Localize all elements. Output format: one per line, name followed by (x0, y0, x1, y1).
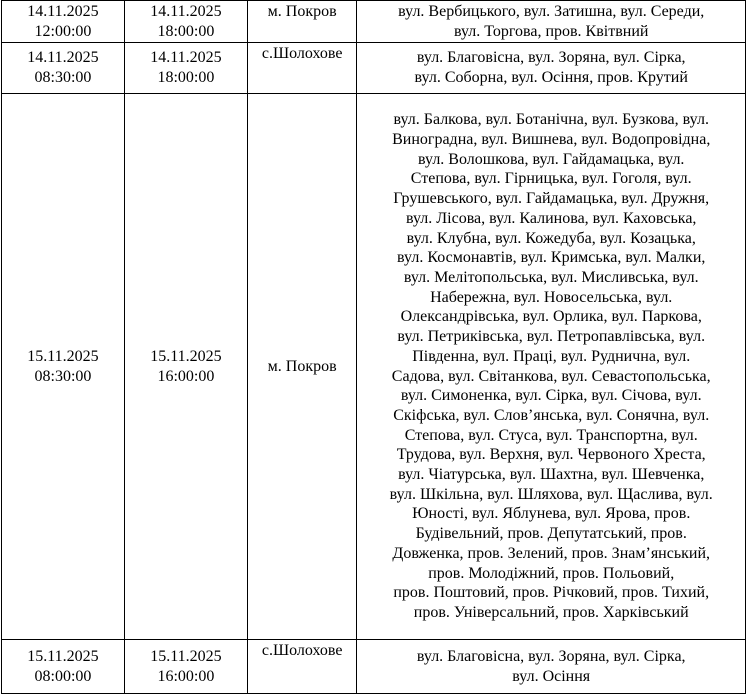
end-time: 18:00:00 (157, 22, 215, 40)
location-name: с.Шолохове (261, 642, 343, 659)
streets-line: вул. Мелітопольська, вул. Мисливська, вул. (403, 268, 699, 286)
start-time: 08:30:00 (34, 367, 92, 385)
end-datetime-cell (124, 43, 247, 94)
location-cell (247, 640, 357, 694)
end-datetime-cell (124, 94, 247, 640)
streets-line: Виноградна, вул. Вишнева, вул. Водопровідна, (392, 131, 711, 149)
start-time: 08:30:00 (34, 69, 92, 86)
streets-line: Будівельний, пров. Депутатський, пров. (415, 525, 687, 543)
start-time: 12:00:00 (34, 22, 92, 40)
streets-line: вул. Клубна, вул. Кожедуба, вул. Козацька, (406, 229, 696, 247)
start-datetime-cell (2, 94, 125, 640)
start-date: 14.11.2025 (27, 2, 99, 20)
streets-line: вул. Балкова, вул. Ботанічна, вул. Бузкова, вул. (393, 111, 709, 129)
streets-line: Скіфська, вул. Слов’янська, вул. Сонячна, вул. (393, 406, 710, 424)
table-row (2, 94, 746, 640)
end-time: 16:00:00 (157, 667, 215, 685)
streets-cell (357, 94, 746, 640)
streets-line: Юності, вул. Яблунева, вул. Ярова, пров. (412, 505, 691, 523)
start-datetime-cell (2, 640, 125, 694)
streets-line: вул. Осіння (512, 667, 591, 685)
location-name: с.Шолохове (261, 45, 343, 62)
start-datetime-cell (2, 1, 125, 43)
end-datetime-cell (124, 640, 247, 694)
streets-line: Південна, вул. Праці, вул. Руднична, вул. (412, 347, 691, 365)
streets-line: Трудова, вул. Верхня, вул. Червоного Хреста, (396, 446, 706, 464)
schedule-body (2, 1, 746, 694)
streets-cell (357, 1, 746, 43)
location-cell (247, 1, 357, 43)
streets-line: вул. Торгова, пров. Квітвний (453, 22, 649, 40)
streets-line: вул. Волошкова, вул. Гайдамацька, вул. (418, 150, 685, 168)
streets-line: Набережна, вул. Новосельська, вул. (430, 288, 673, 306)
streets-line: вул. Соборна, вул. Осіння, пров. Крутий (414, 69, 688, 86)
streets-line: пров. Поштовий, пров. Річковий, пров. Тихий, (393, 584, 710, 602)
end-date: 14.11.2025 (150, 2, 222, 20)
table-row (2, 1, 746, 43)
streets-line: пров. Молодіжний, пров. Польовий, (428, 564, 675, 582)
start-time: 08:00:00 (34, 667, 92, 685)
start-datetime-cell (2, 43, 125, 94)
streets-line: Довженка, пров. Зелений, пров. Знам’янський, (392, 544, 711, 562)
start-date: 15.11.2025 (27, 347, 99, 365)
streets-line: вул. Благовісна, вул. Зоряна, вул. Сірка, (416, 647, 686, 665)
end-time: 16:00:00 (157, 367, 215, 385)
streets-line: вул. Чіатурська, вул. Шахтна, вул. Шевченка, (398, 466, 705, 484)
table-row (2, 43, 746, 94)
end-date: 15.11.2025 (150, 647, 222, 665)
streets-line: Садова, вул. Світанкова, вул. Севастопольська, (391, 367, 711, 385)
end-date: 15.11.2025 (150, 347, 222, 365)
streets-line: вул. Вербицького, вул. Затишна, вул. Середи, (398, 2, 705, 20)
streets-line: вул. Благовісна, вул. Зоряна, вул. Сірка, (416, 49, 686, 67)
start-date: 14.11.2025 (27, 49, 99, 67)
streets-line: Степова, вул. Гірницька, вул. Гоголя, вул. (410, 170, 692, 188)
table-row (2, 640, 746, 694)
location-cell (247, 43, 357, 94)
streets-line: вул. Петриківська, вул. Петропавлівська, вул. (397, 328, 706, 346)
streets-cell (357, 43, 746, 94)
streets-line: Грушевського, вул. Гайдамацька, вул. Дружня, (393, 190, 710, 208)
streets-line: вул. Шкільна, вул. Шляхова, вул. Щаслива, вул. (389, 485, 713, 503)
streets-line: вул. Космонавтів, вул. Кримська, вул. Малки, (397, 249, 706, 267)
streets-line: Олександрівська, вул. Орлика, вул. Паркова, (400, 308, 702, 326)
location-cell (247, 94, 357, 640)
start-date: 15.11.2025 (27, 647, 99, 665)
streets-line: вул. Лісова, вул. Калинова, вул. Каховська, (406, 209, 697, 227)
end-datetime-cell (124, 1, 247, 43)
end-date: 14.11.2025 (150, 49, 222, 67)
streets-line: Степова, вул. Стуса, вул. Транспортна, вул. (404, 426, 698, 444)
outage-schedule-table (1, 0, 746, 694)
streets-line: пров. Універсальний, пров. Харківський (413, 603, 689, 621)
end-time: 18:00:00 (157, 69, 215, 86)
location-name: м. Покров (267, 358, 337, 376)
streets-line: вул. Симоненка, вул. Сірка, вул. Січова, вул. (400, 387, 702, 405)
location-name: м. Покров (267, 3, 337, 20)
streets-cell (357, 640, 746, 694)
